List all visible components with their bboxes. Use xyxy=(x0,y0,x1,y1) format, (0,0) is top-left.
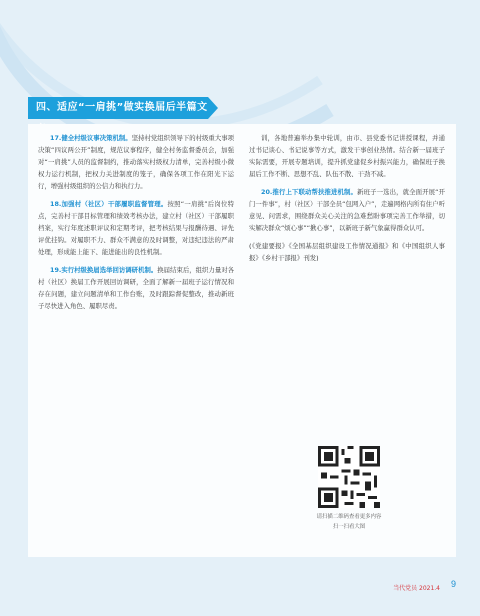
paragraph-continued xyxy=(249,132,445,180)
qr-caption-line2: 扫一扫看大图 xyxy=(332,524,366,530)
article-card xyxy=(28,124,456,557)
qr-block xyxy=(294,446,404,532)
text-17: 坚持村党组织领导下的村级重大事项决策“四议两公开”制度，规范议事程序，健全村务监督委员会，加强对“一肩挑”人员的监督制约，推动落实村级权力清单，完善村级小微权力运行机制，把权力关进制度的笼子，确保各项工作在阳光下运行，增强村级组织的公信力和执行力。 xyxy=(38,134,235,190)
paragraph-19 xyxy=(38,264,234,312)
heading-20: 20.推行上下联动帮扶推进机制。 xyxy=(261,188,358,196)
text-continued: 训，各地普遍举办集中轮训，由市、县党委书记讲授课程，并通过书记谈心、书记说事等方式，激发干事创业热情。结合新一届班子实际需要，开展专题培训，提升抓党建促乡村振兴能力，确保班子换届后工作不断、思想不乱、队伍不散、干劲不减。 xyxy=(249,134,445,178)
paragraph-18 xyxy=(38,198,234,258)
page-number: 9 xyxy=(450,579,456,589)
paragraph-17 xyxy=(38,132,234,192)
heading-18: 18.加强村（社区）干部履职监督管理。 xyxy=(50,200,168,208)
heading-17: 17.健全村级议事决策机制。 xyxy=(50,134,132,142)
text-18: 按照“一肩挑”后岗位特点，完善村干部目标管理和绩效考核办法，建立村（社区）干部履职档案，实行年度述职评议和定期考评，把考核结果与报酬待遇、评先评优挂钩。对履职不力、群众不满意的及时调整，对违纪违法的严肃处理，形成能上能下、能进能出的良性机制。 xyxy=(38,200,234,256)
text-20: 新班子一选出，就全面开展“开门一件事”，村（社区）干部全员“包网入户”，走遍网格内所有住户听意见、问需求，围绕群众关心关注的急难愁盼事项完善工作举措，切实解决群众“烦心事”“揪心事”，以新班子新气象赢得群众认可。 xyxy=(249,188,445,232)
qr-code-icon[interactable] xyxy=(318,446,380,508)
left-column xyxy=(38,132,234,312)
right-column xyxy=(249,132,445,264)
paragraph-20 xyxy=(249,186,445,234)
magazine-footer: 当代党员 2021.4 xyxy=(393,585,440,592)
qr-caption-line1: 请扫描二维码查看更多内容 xyxy=(316,514,382,520)
section-title: 四、适应“一肩挑”做实换届后半篇文 xyxy=(28,97,208,119)
text-19: 换届结束后，组织力量对各村（社区）换届工作开展回访调研，全面了解新一届班子运行情况和存在问题，建立问题清单和工作台账，及时跟踪督促整改，推动新班子尽快进入角色、履职尽责。 xyxy=(38,266,235,310)
heading-19: 19.实行村级换届选举回访调研机制。 xyxy=(50,266,158,274)
source-note: (《党建要报》《全国基层组织建设工作情况通报》和《中国组织人事报》《乡村干部报》刊发) xyxy=(249,242,445,262)
